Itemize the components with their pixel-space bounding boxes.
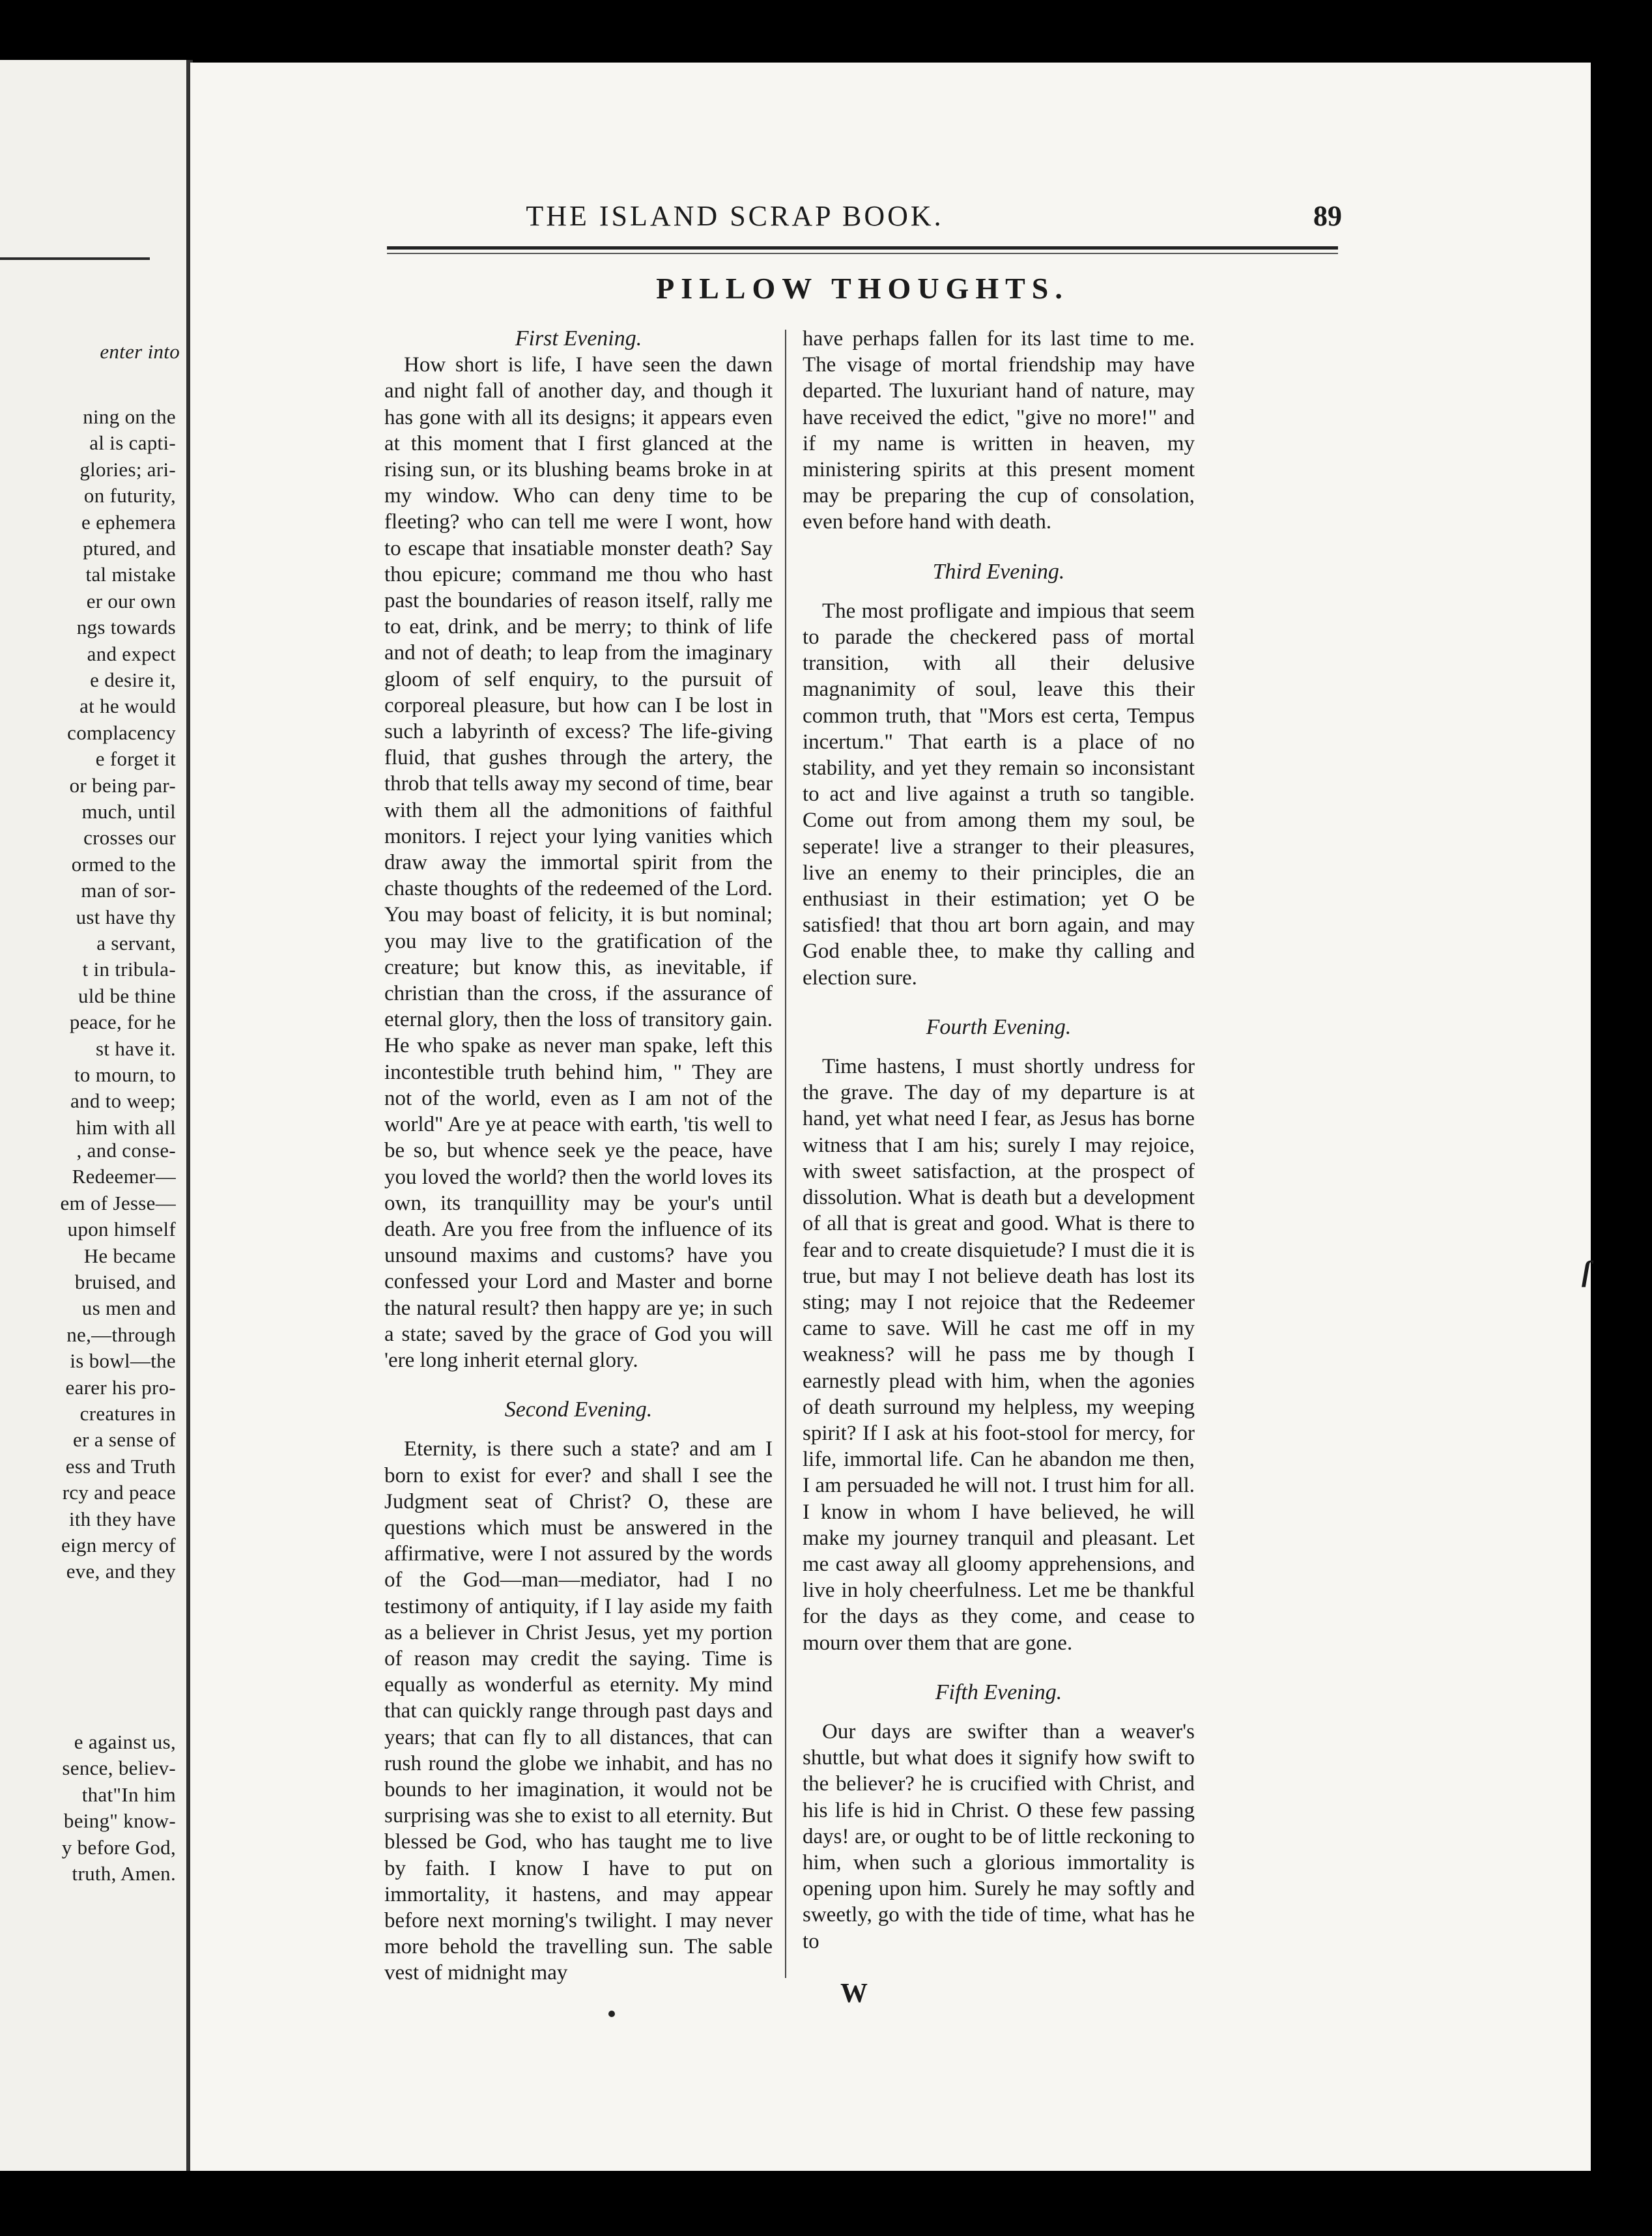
section-text-first: How short is life, I have seen the dawn and night fall of another day, and though it has gone with all its designs; it appears even at this moment that I first glanced at the rising sun, or its blushing beams broke in at my window. Who can deny time to be fleeting? who can tell me were I wont, how to escape that insatiable monster death? Say thou epicure; command me thou who hast past the boundaries of reason itself, rally me to eat, drink, and be merry; to think of life and not of death; to leap from the imaginary gloom of self enquiry, to the pursuit of corporeal pleasure, but how can I be lost in such a labyrinth of excess? The life-giving fluid, that gushes through the artery, the throb that tells away my second of time, bear with them all the admonitions of faithful monitors. I reject your lying vanities which draw away the immortal spirit from the chaste thoughts of the redeemed of the Lord. You may boast of felicity, it is but nominal; you may live to the gratification of the creature; but know this, as inevitable, if christian than the cross, if the assurance of eternal glory, then the loss of transitory gain. He who spake as never man spake, left this incontestible truth behind him, " They are not of the world, even as I am not of the world" Are ye at peace with earth, 'tis well to be so, but whence seek ye the peace, have you loved the world? then the world loves its own, its tranquillity may be your's until death. Are you free from the influence of its unsound maxims and customs? have you confessed your Lord and Master and borne the natural result? then happy are ye; in such a state; saved by the grace of God you will 'ere long inherit eternal glory. [384,353,773,1372]
section-text-fourth: Time hastens, I must shortly undress for the grave. The day of my departure is at hand, yet what need I fear, as Jesus has borne witness that I am his; surely I may rejoice, with sweet satisfaction, at the prospect of dissolution. What is death but a development of all that is great and good. What is there to fear and to create disquietude? I must die it is true, but may I not believe death has lost its sting; may I not rejoice that the Redeemer came to save. Will he cast me off in my weakness? will he pass me by though I earnestly plead with him, when the agonies of death surround my helpless, my weeping spirit? If I ask at his foot-stool for mercy, for life, immortal life. Can he abandon me then, I am persuaded he will not. I trust him for all. I know in whom I have believed, he will make my journey tranquil and pleasant. Let me cast away all gloomy apprehensions, and live in holy cheerfulness. Let me be thankful for the days as they come, and cease to mourn over them that are gone. [803,1055,1195,1655]
facing-page-rule [0,257,150,260]
facing-page-line: ne,—through [66,1323,176,1346]
running-title [0,199,1652,233]
facing-page-line: uld be thine [78,984,176,1007]
section-text-second: Eternity, is there such a state? and am I born to exist for ever? and shall I see the Judgment seat of Christ? O, these are questions which must be answered in the affirmative, were I not assured by the words of the God—man—mediator, had I no testimony of antiquity, if I lay aside my faith as a believer in Christ Jesus, yet my portion of reason may credit the saying. Time is equally as wonderful as eternity. My mind that can quickly range through past days and years; that can fly to all distances, that can rush round the globe we inhabit, and has no bounds to her imagination, it would not be surprising was she to exist to all eternity. But blessed be God, who has taught me to live by faith. I know I have to put on immortality, it hastens, and may appear before next morning's twilight. I may never more behold the travelling sun. The sable vest of midnight may [384,1437,773,1985]
page-number: 89 [1313,200,1342,232]
header-rule [387,246,1338,250]
facing-page-fragment [0,60,190,2171]
facing-page-line: eve, and they [66,1560,176,1583]
facing-page-line: and expect [87,642,176,665]
facing-page-line: e against us, [74,1730,176,1753]
facing-page-line: him with all [76,1115,176,1139]
facing-page-line: creatures in [79,1402,176,1425]
facing-page-line: a servant, [96,932,176,954]
facing-page-line: al is capti- [89,431,176,455]
facing-page-line: ngs towards [76,616,176,639]
facing-page-line: rcy and peace [62,1481,176,1504]
facing-page-line: ormed to the [71,852,176,876]
facing-page-line: is bowl—the [70,1349,176,1373]
facing-page-line: bruised, and [74,1270,176,1293]
section-text-third: The most profligate and impious that seem to parade the checkered pass of mortal transition, with all their delusive magnanimity of soul, leave this their common truth, that "Mors est certa, Tempus incertum." That earth is a place of no stability, and yet they remain so inconsistant to act and live against a truth so tangible. Come out from among them my soul, be seperate! live a stranger to their pleasures, live an enemy to their principles, die an enthusiast in their estimation; yet O be satisfied! that thou art born again, and may God enable thee, to make thy calling and election sure. [803,599,1195,990]
author-signature: W [840,1979,868,2009]
facing-page-line: ess and Truth [65,1454,176,1478]
margin-ink-mark: ſ [1582,1255,1591,1287]
facing-page-line: Redeemer— [72,1165,176,1188]
facing-page-line: that"In him [81,1783,176,1806]
facing-page-line: st have it. [96,1037,176,1060]
facing-page-line: sence, believ- [62,1756,176,1780]
section-heading-first: First Evening. [515,326,642,351]
facing-page-line: much, until [81,800,176,823]
section-heading-fourth: Fourth Evening. [926,1014,1072,1039]
facing-page-line: on futurity, [83,484,176,508]
section-heading-fifth: Fifth Evening. [935,1680,1062,1704]
ink-dot [608,2011,615,2017]
right-column [803,326,1195,1955]
facing-page-line: enter into [100,340,180,363]
facing-page-line: e forget it [95,747,176,771]
facing-page-line: ust have thy [76,905,176,928]
facing-page-line: em of Jesse— [60,1191,176,1214]
column-divider [785,330,786,1978]
facing-page-line: to mourn, to [74,1063,176,1086]
facing-page-line: truth, Amen. [72,1862,176,1885]
left-column [384,326,773,1986]
scan-border [0,2171,1652,2236]
facing-page-line: glories; ari- [79,457,176,481]
facing-page-line: , and conse- [76,1139,176,1162]
facing-page-line: ning on the [83,405,176,428]
facing-page-line: us men and [81,1297,176,1320]
running-title-text: THE ISLAND SCRAP BOOK. [526,200,944,232]
facing-page-line: at he would [79,695,176,718]
facing-page-line: crosses our [83,826,176,850]
facing-page-line: eign mercy of [61,1534,176,1556]
facing-page-line: y before God, [61,1835,176,1859]
facing-page-line: or being par- [69,773,176,797]
header-rule-thin [387,253,1338,254]
facing-page-line: ptured, and [83,537,176,560]
facing-page-line: earer his pro- [65,1375,176,1399]
facing-page-line: He became [83,1244,176,1267]
section-text-fifth: Our days are swifter than a weaver's shuttle, but what does it signify how swift to the believer? he is crucified with Christ, and his life is hid in Christ. O these few passing days! are, or ought to be of little reckoning to him, when such a glorious immortality is opening upon him. Surely he may softly and sweetly, go with the tide of time, what has he to [803,1719,1195,1953]
facing-page-line: er a sense of [73,1428,176,1452]
facing-page-line: tal mistake [85,563,176,586]
facing-page-line: t in tribula- [82,958,176,981]
facing-page-line: peace, for he [69,1010,176,1034]
article-title: PILLOW THOUGHTS. [656,272,1069,305]
facing-page-line: e desire it, [90,668,176,691]
facing-page-line: upon himself [67,1218,176,1241]
facing-page-line: being" know- [63,1809,176,1833]
section-heading-third: Third Evening. [932,559,1065,584]
facing-page-line: and to weep; [70,1089,176,1113]
facing-page-line: er our own [86,589,176,612]
facing-page-line: man of sor- [81,879,176,902]
section-heading-second: Second Evening. [504,1398,653,1422]
section-text-second-continued: have perhaps fallen for its last time to me. The visage of mortal friendship may have departed. The luxuriant hand of nature, may have received the edict, "give no more!" and if my name is written in heaven, my ministering spirits at this present moment may be preparing the cup of consolation, even before hand with death. [803,327,1195,534]
facing-page-line: e ephemera [81,510,176,534]
facing-page-line: ith they have [68,1507,176,1530]
facing-page-line: complacency [67,721,176,744]
